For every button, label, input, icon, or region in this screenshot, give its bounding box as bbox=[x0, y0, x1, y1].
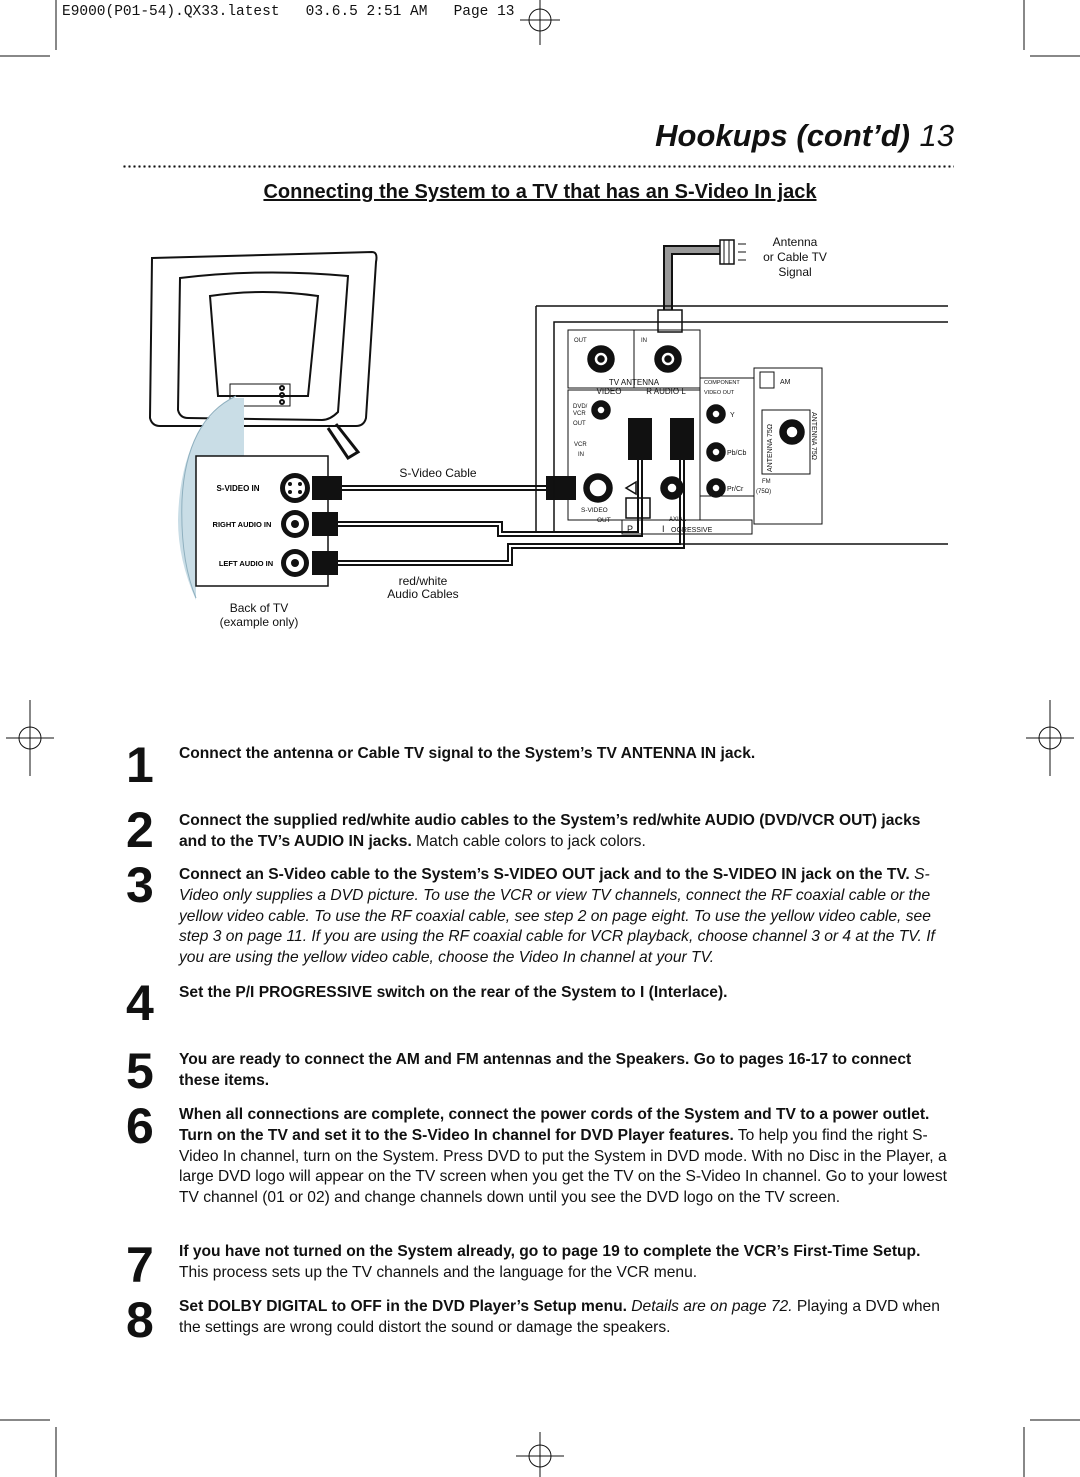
panel-audio-label: R AUDIO L bbox=[646, 387, 686, 396]
page-title: Hookups (cont’d) bbox=[655, 118, 910, 153]
step-number: 3 bbox=[126, 857, 154, 913]
panel-p-label: P bbox=[627, 524, 634, 534]
step-8-rest: Playing a DVD when the settings are wrong could distort the sound or damage the speakers. bbox=[179, 1298, 940, 1336]
step-number: 4 bbox=[126, 975, 154, 1031]
step-7-bold: If you have not turned on the System already, go to page 19 to complete the VCR’s First-Time Setup. bbox=[179, 1243, 921, 1260]
panel-out-label: OUT bbox=[574, 338, 587, 344]
panel-svideo-out-label: OUT bbox=[597, 517, 611, 524]
antenna-label-line1: Antenna bbox=[772, 235, 818, 249]
panel-vcrin-label: VCR bbox=[574, 442, 587, 448]
step-number: 1 bbox=[126, 737, 154, 793]
panel-antenna75-left: ANTENNA 75Ω bbox=[767, 423, 774, 472]
step-1-text bbox=[179, 744, 949, 765]
panel-antenna75-right: ANTENNA 75Ω bbox=[810, 412, 817, 461]
panel-am-label: AM bbox=[780, 379, 791, 386]
panel-coaxial-label: AXIAL bbox=[669, 517, 687, 523]
step-4-bold: Set the P/I PROGRESSIVE switch on the rear of the System to I (Interlace). bbox=[179, 984, 728, 1001]
panel-dvd-label: DVD/ bbox=[573, 404, 588, 410]
panel-vcr-label: VCR bbox=[573, 411, 586, 417]
panel-video-label: VIDEO bbox=[596, 387, 622, 396]
antenna-label-line2: or Cable TV bbox=[763, 250, 827, 264]
registration-mark-right bbox=[1026, 700, 1074, 776]
tv-jack-panel bbox=[196, 456, 328, 586]
step-7-rest: This process sets up the TV channels and the language for the VCR menu. bbox=[179, 1263, 698, 1281]
step-2-bold: Connect the supplied red/white audio cables to the System’s red/white AUDIO (DVD/VCR OUT) jacks and to the TV’s AUDIO IN jacks. bbox=[179, 812, 921, 850]
step-3-text bbox=[179, 865, 949, 969]
step-2-rest: Match cable colors to jack colors. bbox=[411, 832, 646, 850]
page-number: 13 bbox=[919, 118, 954, 153]
panel-fm-label: FM bbox=[762, 479, 771, 485]
step-6-rest: To help you find the right S-Video In channel, turn on the System. Press DVD to put the System in DVD mode. With no Disc in the Player, a large DVD logo will appear on the TV screen when you get the TV on the S-Video In channel. Go to your lowest TV channel (01 or 02) and change channels down until you see the DVD logo on the TV screen. bbox=[179, 1126, 948, 1207]
panel-pb-label: Pb/Cb bbox=[727, 450, 747, 457]
step-4-text bbox=[179, 983, 949, 1004]
step-3-bold: Connect an S-Video cable to the System’s S-VIDEO OUT jack and to the S-VIDEO IN jack on the TV. bbox=[179, 866, 910, 883]
step-number: 2 bbox=[126, 802, 154, 858]
printer-slug: E9000(P01-54).QX33.latest 03.6.5 2:51 AM Page 13 bbox=[62, 4, 515, 20]
step-number: 5 bbox=[126, 1043, 154, 1099]
step-5-bold: You are ready to connect the AM and FM antennas and the Speakers. Go to pages 16-17 to connect these items. bbox=[179, 1051, 912, 1089]
step-number: 8 bbox=[126, 1292, 154, 1348]
step-7-text bbox=[179, 1242, 949, 1284]
panel-vcrin2-label: IN bbox=[578, 452, 584, 458]
svideo-cable-label: S-Video Cable bbox=[399, 466, 477, 480]
registration-mark-left bbox=[6, 700, 54, 776]
audio-cable-label-line1: red/white bbox=[398, 574, 448, 588]
panel-progressive-label: OGRESSIVE bbox=[671, 527, 713, 534]
step-3-italic: S-Video only supplies a DVD picture. To use the VCR or view TV channels, connect the RF coaxial cable or the yellow video cable. To use the RF coaxial cable, see step 2 on page eight. To use the yellow video cable, see step 3 on page 11. If you are using the RF coaxial cable for VCR playback, choose channel 3 or 4 at the TV. If you are using the yellow video cable, choose the Video In channel at your TV. bbox=[179, 866, 935, 967]
tv-left-audio-label: LEFT AUDIO IN bbox=[218, 559, 274, 568]
step-1-bold: Connect the antenna or Cable TV signal to the System’s TV ANTENNA IN jack. bbox=[179, 745, 756, 762]
panel-video-out-label: VIDEO OUT bbox=[704, 390, 735, 396]
antenna-label-line3: Signal bbox=[778, 265, 812, 279]
tv-back-label-line2: (example only) bbox=[219, 615, 299, 629]
panel-in-label: IN bbox=[641, 338, 647, 344]
tv-back-label-line1: Back of TV bbox=[229, 601, 289, 615]
panel-svideo-label: S-VIDEO bbox=[581, 507, 608, 514]
audio-cable-label-line2: Audio Cables bbox=[387, 587, 459, 601]
tv-right-audio-label: RIGHT AUDIO IN bbox=[212, 520, 272, 529]
panel-fm-ohm-label: (75Ω) bbox=[756, 489, 772, 495]
step-8-text bbox=[179, 1297, 949, 1339]
step-6-bold: When all connections are complete, connect the power cords of the System and TV to a power outlet. Turn on the TV and set it to the S-Video In channel for DVD Player features. bbox=[179, 1106, 930, 1144]
step-6-text bbox=[179, 1105, 949, 1209]
step-number: 6 bbox=[126, 1098, 154, 1154]
cables bbox=[312, 240, 746, 575]
section-title: Connecting the System to a TV that has an S-Video In jack bbox=[263, 181, 817, 203]
step-number: 7 bbox=[126, 1237, 154, 1293]
step-8-bold: Set DOLBY DIGITAL to OFF in the DVD Player’s Setup menu. bbox=[179, 1298, 627, 1315]
panel-tv-antenna-label: TV ANTENNA bbox=[608, 378, 660, 387]
step-8-italic: Details are on page 72. bbox=[626, 1298, 793, 1315]
tv-back-illustration bbox=[150, 252, 377, 458]
panel-component-label: COMPONENT bbox=[704, 380, 740, 386]
panel-i-label: I bbox=[662, 524, 665, 534]
step-5-text bbox=[179, 1050, 949, 1092]
tv-svideo-in-label: S-VIDEO IN bbox=[216, 484, 260, 493]
panel-out2-label: OUT bbox=[573, 421, 586, 427]
panel-pr-label: Pr/Cr bbox=[727, 486, 744, 493]
panel-y-label: Y bbox=[730, 412, 735, 419]
hookup-diagram bbox=[0, 0, 1080, 650]
step-2-text bbox=[179, 811, 949, 853]
registration-mark-bottom bbox=[516, 1432, 564, 1477]
